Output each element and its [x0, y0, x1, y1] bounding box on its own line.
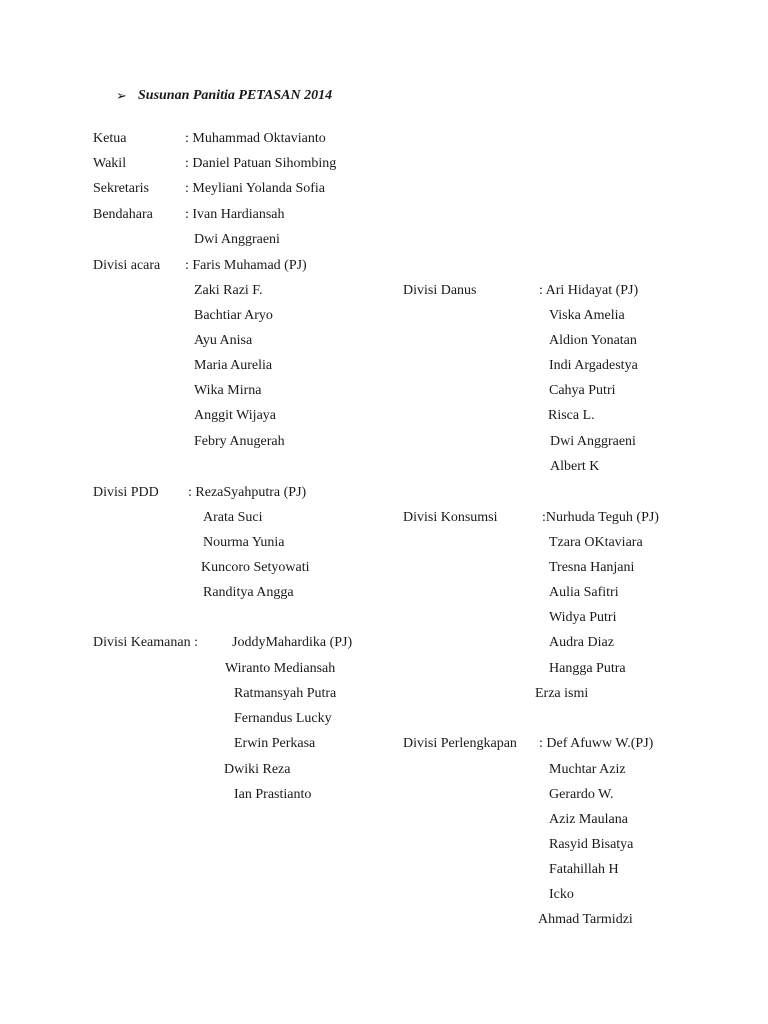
danus-member: Aldion Yonatan	[549, 333, 637, 348]
keamanan-member: Dwiki Reza	[224, 762, 291, 777]
acara-pj: : Faris Muhamad (PJ)	[185, 258, 307, 273]
danus-pj: : Ari Hidayat (PJ)	[539, 283, 639, 298]
danus-member: Cahya Putri	[549, 383, 616, 398]
wakil-label: Wakil	[93, 156, 127, 171]
ketua-value: : Muhammad Oktavianto	[185, 131, 326, 146]
danus-member: Risca L.	[548, 408, 595, 423]
konsumsi-member: Erza ismi	[535, 686, 589, 701]
perlengkapan-member: Ahmad Tarmidzi	[538, 912, 633, 927]
perlengkapan-member: Aziz Maulana	[549, 812, 628, 827]
perlengkapan-member: Muchtar Aziz	[549, 762, 626, 777]
keamanan-member: Ratmansyah Putra	[234, 686, 337, 701]
acara-member: Zaki Razi F.	[194, 283, 263, 298]
pdd-member: Kuncoro Setyowati	[201, 560, 310, 575]
konsumsi-member: Tzara OKtaviara	[549, 535, 643, 550]
arrow-bullet-icon: ➢	[116, 88, 127, 103]
danus-member: Viska Amelia	[549, 308, 625, 323]
ketua-label: Ketua	[93, 131, 127, 146]
danus-label: Divisi Danus	[403, 283, 477, 298]
document-title: Susunan Panitia PETASAN 2014	[138, 88, 333, 103]
pdd-label: Divisi PDD	[93, 485, 159, 500]
acara-member: Anggit Wijaya	[194, 408, 276, 423]
wakil-value: : Daniel Patuan Sihombing	[185, 156, 337, 171]
danus-member: Albert K	[550, 459, 600, 474]
pdd-member: Nourma Yunia	[203, 535, 285, 550]
keamanan-member: Erwin Perkasa	[234, 736, 316, 751]
keamanan-label: Divisi Keamanan :	[93, 635, 198, 650]
pdd-member: Randitya Angga	[203, 585, 294, 600]
konsumsi-member: Aulia Safitri	[549, 585, 619, 600]
konsumsi-member: Widya Putri	[549, 610, 617, 625]
perlengkapan-member: Fatahillah H	[549, 862, 619, 877]
konsumsi-member: Hangga Putra	[549, 661, 626, 676]
keamanan-member: Wiranto Mediansah	[225, 661, 336, 676]
acara-label: Divisi acara	[93, 258, 161, 273]
pdd-member: Arata Suci	[203, 510, 263, 525]
konsumsi-label: Divisi Konsumsi	[403, 510, 498, 525]
acara-member: Maria Aurelia	[194, 358, 273, 373]
perlengkapan-pj: : Def Afuww W.(PJ)	[539, 736, 654, 751]
sekretaris-value: : Meyliani Yolanda Sofia	[185, 181, 325, 196]
bendahara-label: Bendahara	[93, 207, 153, 222]
konsumsi-member: Tresna Hanjani	[549, 560, 635, 575]
bendahara-extra: Dwi Anggraeni	[194, 232, 280, 247]
perlengkapan-member: Icko	[549, 887, 574, 902]
acara-member: Ayu Anisa	[194, 333, 253, 348]
keamanan-member: Fernandus Lucky	[234, 711, 332, 726]
perlengkapan-label: Divisi Perlengkapan	[403, 736, 517, 751]
bendahara-value: : Ivan Hardiansah	[185, 207, 285, 222]
keamanan-pj: JoddyMahardika (PJ)	[232, 635, 353, 650]
acara-member: Febry Anugerah	[194, 434, 285, 449]
konsumsi-pj: :Nurhuda Teguh (PJ)	[542, 510, 659, 525]
danus-member: Dwi Anggraeni	[550, 434, 636, 449]
keamanan-member: Ian Prastianto	[234, 787, 312, 802]
perlengkapan-member: Rasyid Bisatya	[549, 837, 634, 852]
danus-member: Indi Argadestya	[549, 358, 638, 373]
pdd-pj: : RezaSyahputra (PJ)	[188, 485, 307, 500]
perlengkapan-member: Gerardo W.	[549, 787, 614, 802]
konsumsi-member: Audra Diaz	[549, 635, 614, 650]
acara-member: Bachtiar Aryo	[194, 308, 273, 323]
sekretaris-label: Sekretaris	[93, 181, 149, 196]
acara-member: Wika Mirna	[194, 383, 262, 398]
